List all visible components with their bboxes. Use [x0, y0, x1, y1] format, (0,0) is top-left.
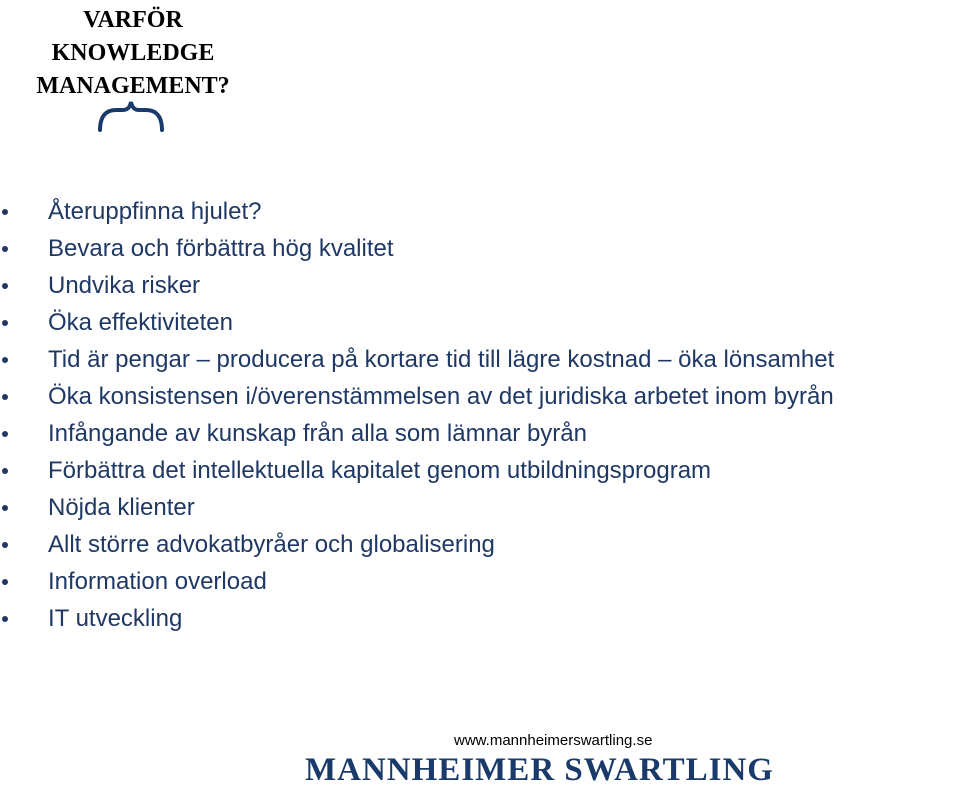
bullet-dot-icon	[2, 394, 8, 400]
list-item	[0, 267, 959, 304]
bullet-dot-icon	[2, 431, 8, 437]
title-line-3: MANAGEMENT?	[36, 73, 230, 99]
bullet-dot-icon	[2, 320, 8, 326]
list-item-text: Öka konsistensen i/överenstämmelsen av det juridiska arbetet inom byrån	[48, 383, 834, 410]
bullet-dot-icon	[2, 246, 8, 252]
list-item	[0, 341, 959, 378]
list-item	[0, 452, 959, 489]
bullet-dot-icon	[2, 616, 8, 622]
bullet-dot-icon	[2, 283, 8, 289]
title-line-2: KNOWLEDGE	[51, 40, 215, 66]
list-item-text: Tid är pengar – producera på kortare tid till lägre kostnad – öka lönsamhet	[48, 346, 835, 373]
title-line-1: VARFÖR	[83, 7, 183, 33]
website-link[interactable]: www.mannheimerswartling.se	[454, 732, 653, 749]
bullet-dot-icon	[2, 468, 8, 474]
list-item	[0, 563, 959, 600]
list-item	[0, 526, 959, 563]
curly-brace-icon	[96, 100, 166, 134]
list-item-text: Återuppfinna hjulet?	[48, 198, 262, 225]
list-item	[0, 489, 959, 526]
bullet-dot-icon	[2, 357, 8, 363]
list-item-text: Allt större advokatbyråer och globalisering	[48, 531, 495, 558]
bullet-dot-icon	[2, 542, 8, 548]
list-item-text: Undvika risker	[48, 272, 201, 299]
bullet-list	[0, 193, 959, 637]
list-item-text: Bevara och förbättra hög kvalitet	[48, 235, 394, 262]
slide-title	[8, 4, 258, 103]
company-logo: MANNHEIMER SWARTLING	[305, 752, 774, 788]
list-item	[0, 304, 959, 341]
list-item-text: Infångande av kunskap från alla som lämnar byrån	[48, 420, 587, 447]
list-item-text: Förbättra det intellektuella kapitalet genom utbildningsprogram	[48, 457, 712, 484]
list-item	[0, 600, 959, 637]
list-item	[0, 415, 959, 452]
list-item	[0, 378, 959, 415]
list-item-text: IT utveckling	[48, 605, 183, 632]
bullet-dot-icon	[2, 505, 8, 511]
list-item-text: Nöjda klienter	[48, 494, 195, 521]
list-item	[0, 193, 959, 230]
bullet-dot-icon	[2, 579, 8, 585]
bullet-dot-icon	[2, 209, 8, 215]
list-item-text: Öka effektiviteten	[48, 309, 233, 336]
list-item-text: Information overload	[48, 568, 267, 595]
list-item	[0, 230, 959, 267]
